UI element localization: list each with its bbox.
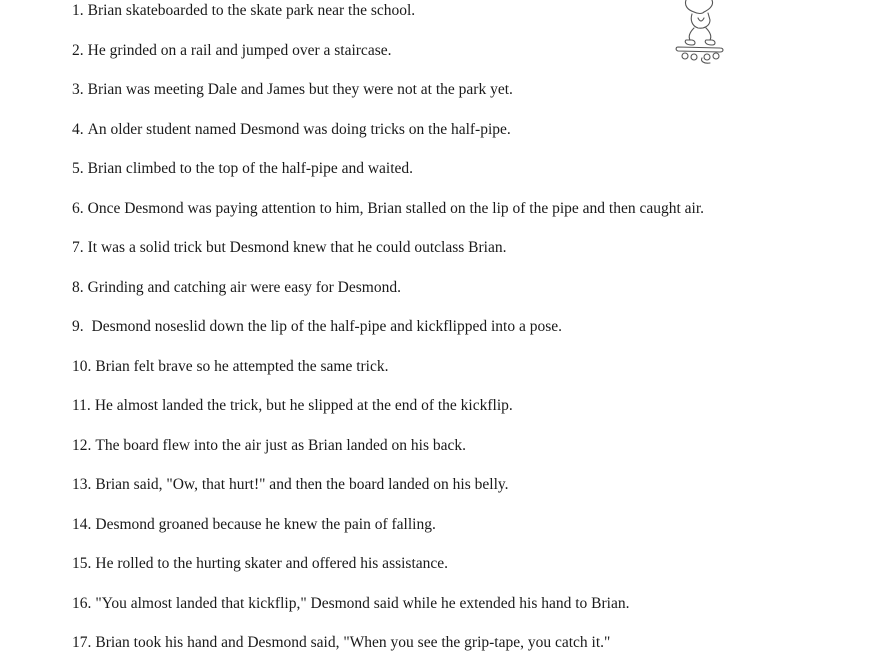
- sentence-number: 7.: [72, 239, 84, 256]
- sentence-text: An older student named Desmond was doing tricks on the half-pipe.: [87, 120, 511, 138]
- sentence-text: Desmond groaned because he knew the pain of falling.: [95, 515, 436, 533]
- sentence-number: 3.: [72, 81, 84, 98]
- sentence-number: 16.: [72, 594, 92, 612]
- sentence-number: 5.: [72, 160, 84, 177]
- sentence-number: 15.: [72, 555, 92, 572]
- sentence-text: He rolled to the hurting skater and offered his assistance.: [95, 555, 449, 572]
- sentence-text: Brian took his hand and Desmond said, "When you see the grip-tape, you catch it.": [95, 634, 611, 651]
- sentence-list: [72, 0, 872, 660]
- sentence-item: [72, 593, 872, 633]
- sentence-item: [72, 0, 872, 40]
- sentence-number: 9.: [72, 318, 84, 335]
- sentence-number: 4.: [72, 120, 84, 138]
- sentence-text: Brian felt brave so he attempted the same trick.: [95, 357, 389, 375]
- sentence-item: [72, 119, 872, 159]
- sentence-text: He almost landed the trick, but he slipped at the end of the kickflip.: [94, 397, 513, 414]
- sentence-text: Grinding and catching air were easy for Desmond.: [87, 278, 401, 296]
- sentence-item: [72, 632, 872, 660]
- sentence-number: 2.: [72, 41, 84, 59]
- sentence-item: [72, 435, 872, 475]
- sentence-item: [72, 553, 872, 593]
- sentence-number: 6.: [72, 199, 84, 217]
- sentence-item: [72, 316, 872, 356]
- sentence-item: [72, 474, 872, 514]
- sentence-text: Desmond noseslid down the lip of the half-pipe and kickflipped into a pose.: [87, 318, 563, 335]
- sentence-number: 14.: [72, 515, 92, 533]
- sentence-item: [72, 40, 872, 80]
- sentence-number: 12.: [72, 436, 92, 454]
- sentence-number: 13.: [72, 476, 92, 493]
- sentence-item: [72, 198, 872, 238]
- sentence-item: [72, 158, 872, 198]
- sentence-number: 1.: [72, 2, 84, 19]
- sentence-text: Brian said, "Ow, that hurt!" and then the board landed on his belly.: [95, 476, 509, 493]
- sentence-number: 11.: [72, 397, 91, 414]
- sentence-item: [72, 79, 872, 119]
- sentence-item: [72, 237, 872, 277]
- sentence-item: [72, 277, 872, 317]
- sentence-text: He grinded on a rail and jumped over a staircase.: [87, 41, 392, 59]
- sentence-text: Brian climbed to the top of the half-pipe and waited.: [87, 160, 414, 177]
- sentence-text: It was a solid trick but Desmond knew that he could outclass Brian.: [87, 239, 507, 256]
- sentence-text: Brian skateboarded to the skate park near the school.: [87, 2, 416, 19]
- sentence-number: 8.: [72, 278, 84, 296]
- sentence-text: The board flew into the air just as Brian landed on his back.: [95, 436, 466, 454]
- sentence-text: Brian was meeting Dale and James but they were not at the park yet.: [87, 81, 513, 98]
- sentence-text: "You almost landed that kickflip," Desmond said while he extended his hand to Brian.: [95, 594, 630, 612]
- sentence-number: 10.: [72, 357, 92, 375]
- sentence-item: [72, 395, 872, 435]
- sentence-number: 17.: [72, 634, 92, 651]
- sentence-item: [72, 356, 872, 396]
- sentence-item: [72, 514, 872, 554]
- sentence-text: Once Desmond was paying attention to him, Brian stalled on the lip of the pipe and then caught air.: [87, 199, 705, 217]
